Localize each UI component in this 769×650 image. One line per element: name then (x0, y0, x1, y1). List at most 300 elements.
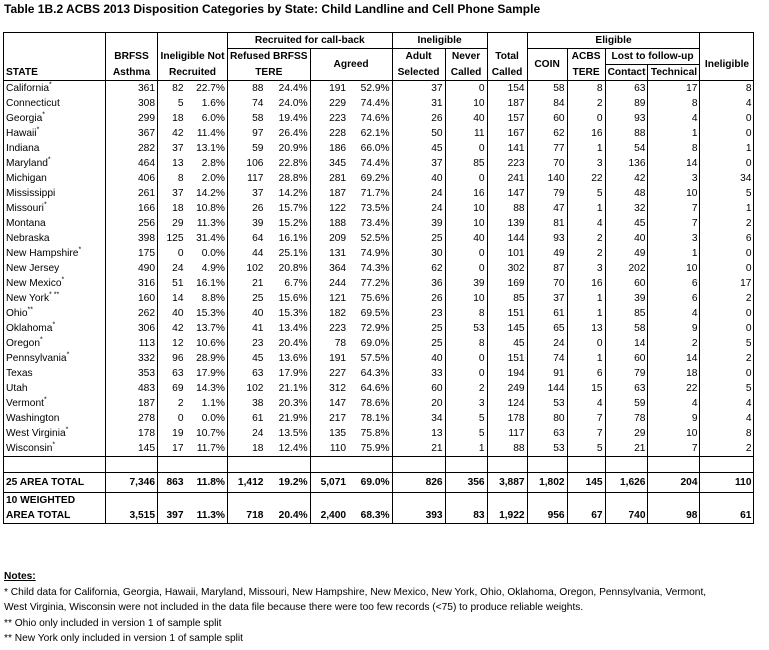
cell-ref: 74 (228, 96, 266, 111)
state-cell (4, 336, 106, 351)
cell-inel: 5 (700, 381, 754, 396)
header-row-3 (4, 65, 754, 81)
cell-coin: 87 (553, 263, 565, 274)
cell-ref: 61 (228, 411, 266, 426)
cell-innp: 6.0% (201, 113, 225, 124)
total-cell-inn: 397 (158, 493, 186, 524)
cell-ref: 23 (228, 336, 266, 351)
lost-group-header: Lost to follow-up (605, 49, 700, 65)
total-cell-refp: 19.2% (265, 473, 310, 493)
cell-total: 187 (487, 96, 527, 111)
cell-tech: 4 (648, 111, 700, 126)
cell-total: 141 (487, 141, 527, 156)
cell-adult: 33 (431, 368, 443, 379)
cell-agrp: 64.3% (348, 366, 392, 381)
cell-inel: 2 (700, 291, 754, 306)
cell-agrp: 64.6% (348, 381, 392, 396)
cell-tech: 14 (648, 156, 700, 171)
cell-inn: 125 (158, 231, 186, 246)
footnote-mark: * (52, 441, 56, 449)
cell-inel: 8 (700, 81, 754, 97)
cell-tech: 9 (648, 321, 700, 336)
cell-coin: 47 (553, 203, 565, 214)
cell-tech: 18 (648, 366, 700, 381)
tere-header: TERE (228, 65, 311, 81)
table-row (4, 156, 754, 171)
adult-header: Adult (405, 51, 432, 63)
state-cell (4, 321, 106, 336)
cell-refp: 17.9% (278, 368, 308, 379)
cell-never: 5 (445, 426, 487, 441)
cell-brfss: 178 (106, 426, 158, 441)
cell-inel: 0 (700, 366, 754, 381)
cell-acbs: 13 (567, 321, 605, 336)
cell-ref: 45 (228, 351, 266, 366)
cell-agr: 122 (310, 201, 348, 216)
cell-coin: 63 (553, 428, 565, 439)
state-cell (4, 306, 106, 321)
cell-agr: 182 (310, 306, 348, 321)
cell-brfss: 113 (106, 336, 158, 351)
total-cell-innp: 11.8% (186, 473, 228, 493)
cell-never: 0 (445, 171, 487, 186)
cell-tech: 10 (648, 186, 700, 201)
cell-adult: 26 (431, 113, 443, 124)
cell-inn: 17 (158, 441, 186, 457)
table-row (4, 81, 754, 97)
cell-agr: 244 (310, 276, 348, 291)
cell-refp: 21.9% (278, 413, 308, 424)
cell-brfss: 166 (106, 201, 158, 216)
cell-never: 40 (445, 111, 487, 126)
cell-innp: 13.1% (196, 143, 225, 154)
cell-total: 85 (487, 291, 527, 306)
cell-brfss: 464 (106, 156, 158, 171)
cell-contact: 63 (605, 81, 648, 97)
cell-never: 0 (445, 261, 487, 276)
cell-never: 1 (445, 441, 487, 457)
cell-tech: 1 (648, 246, 700, 261)
cell-ref: 21 (228, 276, 266, 291)
cell-ref: 37 (228, 186, 266, 201)
cell-agrp: 78.1% (348, 411, 392, 426)
cell-inel: 1 (700, 201, 754, 216)
cell-innp: 13.7% (196, 323, 225, 334)
total-cell-contact: 1,626 (605, 473, 648, 493)
table-row (4, 426, 754, 441)
cell-acbs: 16 (567, 276, 605, 291)
table-row (4, 441, 754, 457)
cell-innp: 31.4% (196, 233, 225, 244)
table-row (4, 246, 754, 261)
footnote-mark: * (47, 156, 51, 164)
cell-never: 10 (445, 291, 487, 306)
cell-ref: 26 (228, 201, 266, 216)
cell-adult: 50 (431, 128, 443, 139)
cell-tech: 10 (648, 426, 700, 441)
cell-contact: 89 (605, 96, 648, 111)
cell-agr: 191 (310, 81, 348, 97)
state-name: Oklahoma (6, 323, 53, 334)
cell-tech: 9 (648, 411, 700, 426)
cell-coin: 53 (527, 441, 567, 457)
cell-total: 154 (487, 81, 527, 97)
cell-adult: 40 (431, 173, 443, 184)
cell-agrp: 69.0% (348, 336, 392, 351)
cell-agrp: 72.9% (348, 321, 392, 336)
technical-header: Technical (648, 65, 700, 81)
total-label (4, 493, 106, 524)
state-cell (4, 81, 106, 97)
cell-brfss: 316 (106, 276, 158, 291)
footnote-mark: * (66, 351, 70, 359)
cell-brfss: 282 (106, 141, 158, 156)
state-cell (4, 156, 106, 171)
state-name: Missouri (6, 203, 44, 214)
cell-refp: 20.4% (278, 338, 308, 349)
state-name: Hawaii (6, 128, 37, 139)
cell-agrp: 69.2% (348, 171, 392, 186)
state-cell (4, 186, 106, 201)
cell-inn: 5 (158, 96, 186, 111)
state-name: New Mexico (6, 278, 62, 289)
cell-tech: 3 (648, 171, 700, 186)
state-cell (4, 366, 106, 381)
cell-contact: 60 (605, 351, 648, 366)
cell-contact: 202 (605, 261, 648, 276)
table-row (4, 231, 754, 246)
table-row (4, 216, 754, 231)
selected-header: Selected (392, 65, 445, 81)
cell-agrp: 57.5% (348, 351, 392, 366)
cell-coin: 79 (553, 188, 565, 199)
state-name: New Hampshire (6, 248, 79, 259)
cell-agr: 186 (310, 141, 348, 156)
cell-refp: 13.4% (278, 323, 308, 334)
cell-innp: 16.1% (196, 278, 225, 289)
cell-contact: 39 (605, 291, 648, 306)
cell-total: 157 (487, 111, 527, 126)
cell-coin: 81 (553, 218, 565, 229)
cell-refp: 20.8% (278, 263, 308, 274)
cell-never: 3 (445, 396, 487, 411)
cell-adult: 36 (431, 278, 443, 289)
cell-never: 0 (445, 81, 487, 97)
state-name: Georgia (6, 113, 43, 124)
total-label-line: AREA TOTAL (6, 510, 71, 521)
cell-never: 2 (445, 381, 487, 396)
cell-agrp: 74.9% (348, 246, 392, 261)
state-cell (4, 201, 106, 216)
cell-inn: 29 (158, 216, 186, 231)
refused-header: Refused BRFSS (228, 49, 311, 65)
table-row (4, 96, 754, 111)
note-line: ** New York only included in version 1 of sample split (4, 633, 243, 644)
cell-coin: 91 (553, 368, 565, 379)
table-row (4, 276, 754, 291)
recruited-sub-header: Recruited (158, 65, 228, 81)
cell-ref: 44 (228, 246, 266, 261)
cell-refp: 22.8% (278, 158, 308, 169)
cell-tech: 22 (648, 381, 700, 396)
state-name: Wisconsin (6, 443, 53, 454)
cell-contact: 88 (605, 126, 648, 141)
cell-inel: 2 (700, 216, 754, 231)
cell-acbs: 16 (567, 126, 605, 141)
state-name: West Virginia (6, 428, 66, 439)
total-cell-refp: 20.4% (265, 493, 310, 524)
cell-adult: 37 (431, 158, 443, 169)
cell-refp: 20.9% (278, 143, 308, 154)
cell-never: 11 (445, 126, 487, 141)
cell-tech: 14 (648, 351, 700, 366)
cell-acbs: 3 (567, 156, 605, 171)
cell-tech: 6 (648, 276, 700, 291)
state-cell (4, 126, 106, 141)
cell-acbs: 3 (567, 261, 605, 276)
cell-adult: 25 (431, 338, 443, 349)
cell-adult: 25 (431, 233, 443, 244)
cell-acbs: 0 (567, 336, 605, 351)
cell-inn: 37 (158, 141, 186, 156)
cell-brfss: 308 (106, 96, 158, 111)
cell-acbs: 7 (567, 426, 605, 441)
cell-contact: 40 (605, 231, 648, 246)
cell-refp: 19.4% (278, 113, 308, 124)
cell-brfss: 367 (106, 126, 158, 141)
cell-coin: 144 (547, 383, 565, 394)
cell-total: 88 (487, 201, 527, 216)
cell-inn: 12 (158, 336, 186, 351)
cell-coin: 84 (553, 98, 565, 109)
cell-inel: 2 (700, 441, 754, 457)
cell-agr: 281 (310, 171, 348, 186)
table-row (4, 381, 754, 396)
table-row (4, 261, 754, 276)
footnote-mark: * (65, 426, 69, 434)
cell-inn: 69 (158, 381, 186, 396)
cell-agr: 217 (310, 411, 348, 426)
cell-inn: 37 (158, 186, 186, 201)
cell-coin: 49 (553, 248, 565, 259)
cell-coin: 80 (553, 413, 565, 424)
footnote-mark: * (42, 111, 45, 119)
cell-total: 178 (487, 411, 527, 426)
cell-inel: 6 (700, 231, 754, 246)
cell-agr: 131 (310, 246, 348, 261)
cell-agrp: 52.5% (348, 231, 392, 246)
cell-ref: 18 (228, 441, 266, 457)
cell-innp: 28.9% (196, 353, 225, 364)
cell-agrp: 74.4% (348, 156, 392, 171)
cell-inel: 5 (700, 186, 754, 201)
called-header: Called (445, 65, 487, 81)
total-cell-tech: 204 (648, 473, 700, 493)
cell-inel: 1 (700, 141, 754, 156)
cell-agrp: 75.9% (348, 441, 392, 457)
state-name: Oregon (6, 338, 40, 349)
cell-innp: 2.0% (201, 173, 225, 184)
ineligible-group-header: Ineligible (392, 33, 487, 49)
cell-tech: 1 (648, 126, 700, 141)
cell-tech: 8 (648, 141, 700, 156)
cell-contact: 58 (605, 321, 648, 336)
cell-inel: 0 (700, 306, 754, 321)
cell-never: 16 (445, 186, 487, 201)
cell-acbs: 6 (567, 366, 605, 381)
coin-header: COIN (527, 57, 567, 73)
cell-inn: 42 (158, 126, 186, 141)
cell-innp: 11.4% (196, 128, 225, 139)
cell-never: 10 (445, 201, 487, 216)
cell-total: 147 (487, 186, 527, 201)
cell-brfss: 175 (106, 246, 158, 261)
cell-refp: 12.4% (265, 441, 310, 457)
state-cell (4, 411, 106, 426)
cell-refp: 15.2% (278, 218, 308, 229)
cell-coin: 70 (553, 278, 565, 289)
cell-agrp: 73.4% (348, 216, 392, 231)
cell-acbs: 5 (567, 441, 605, 457)
cell-contact: 21 (605, 441, 648, 457)
cell-refp: 20.3% (278, 398, 308, 409)
cell-contact: 48 (605, 186, 648, 201)
cell-brfss: 187 (106, 396, 158, 411)
footnote-mark: * (36, 126, 40, 134)
cell-agr: 110 (310, 441, 348, 457)
state-cell (4, 96, 106, 111)
cell-coin: 24 (553, 338, 565, 349)
cell-innp: 11.3% (196, 218, 225, 229)
cell-tech: 7 (648, 201, 700, 216)
cell-refp: 28.8% (278, 173, 308, 184)
state-cell (4, 231, 106, 246)
total-cell-innp: 11.3% (186, 493, 228, 524)
state-header: STATE (4, 65, 106, 81)
cell-inn: 96 (158, 351, 186, 366)
state-name: California (6, 83, 50, 94)
cell-inn: 40 (158, 306, 186, 321)
cell-brfss: 483 (106, 381, 158, 396)
state-cell (4, 396, 106, 411)
cell-acbs: 7 (567, 411, 605, 426)
cell-acbs: 1 (567, 306, 605, 321)
cell-never: 0 (445, 366, 487, 381)
cell-total: 223 (487, 156, 527, 171)
state-cell (4, 171, 106, 186)
cell-agrp: 69.5% (348, 306, 392, 321)
state-name: Ohio (6, 308, 28, 319)
total-row (4, 473, 754, 493)
cell-agr: 188 (310, 216, 348, 231)
cell-tech: 3 (648, 231, 700, 246)
cell-inel: 4 (700, 396, 754, 411)
cell-innp: 11.7% (186, 441, 228, 457)
cell-total: 101 (487, 246, 527, 261)
cell-total: 117 (487, 426, 527, 441)
table-row (4, 171, 754, 186)
cell-refp: 16.1% (278, 233, 308, 244)
cell-acbs: 22 (567, 171, 605, 186)
total-cell-acbs: 67 (567, 493, 605, 524)
state-cell (4, 381, 106, 396)
cell-agrp: 77.2% (348, 276, 392, 291)
cell-refp: 15.7% (278, 203, 308, 214)
cell-tech: 8 (648, 96, 700, 111)
cell-coin: 65 (553, 323, 565, 334)
cell-inel: 4 (700, 96, 754, 111)
cell-acbs: 2 (567, 96, 605, 111)
total-cell-total: 1,922 (487, 493, 527, 524)
cell-agrp: 74.4% (348, 96, 392, 111)
cell-inel: 4 (700, 411, 754, 426)
cell-inel: 17 (700, 276, 754, 291)
cell-contact: 79 (605, 366, 648, 381)
cell-innp: 1.6% (201, 98, 225, 109)
cell-innp: 2.8% (201, 158, 225, 169)
cell-tech: 4 (648, 396, 700, 411)
cell-agrp: 66.0% (348, 141, 392, 156)
table-title: Table 1B.2 ACBS 2013 Disposition Categories by State: Child Landline and Cell Phone Sample (4, 2, 541, 16)
cell-brfss: 332 (106, 351, 158, 366)
cell-total: 151 (487, 306, 527, 321)
table-row (4, 306, 754, 321)
cell-agrp: 74.3% (348, 261, 392, 276)
cell-tech: 7 (648, 441, 700, 457)
table-row (4, 201, 754, 216)
footnote-mark: ** (27, 306, 33, 314)
cell-contact: 60 (605, 276, 648, 291)
contact-header: Contact (605, 65, 648, 81)
never-header: Never (445, 49, 487, 65)
state-name: New York (6, 293, 50, 304)
footnote-mark: * (52, 321, 56, 329)
cell-inel: 8 (700, 426, 754, 441)
cell-innp: 4.9% (201, 263, 225, 274)
total-cell-acbs: 145 (567, 473, 605, 493)
cell-never: 10 (445, 216, 487, 231)
table-row (4, 336, 754, 351)
cell-brfss: 306 (106, 321, 158, 336)
cell-innp: 14.2% (196, 188, 225, 199)
cell-ref: 117 (228, 171, 266, 186)
cell-adult: 31 (431, 98, 443, 109)
cell-inn: 18 (158, 111, 186, 126)
cell-coin: 70 (553, 158, 565, 169)
footnote-mark: * (39, 336, 43, 344)
cell-tech: 6 (648, 291, 700, 306)
cell-inn: 14 (158, 291, 186, 306)
state-name: Indiana (6, 143, 40, 154)
footnote-mark: * (78, 246, 82, 254)
cell-inn: 42 (158, 321, 186, 336)
cell-contact: 42 (605, 171, 648, 186)
state-name: Washington (6, 413, 60, 424)
total-cell-agr: 5,071 (310, 473, 348, 493)
cell-inn: 2 (158, 396, 186, 411)
cell-innp: 10.6% (196, 338, 225, 349)
state-cell (4, 351, 106, 366)
cell-coin: 62 (553, 128, 565, 139)
cell-agr: 223 (310, 321, 348, 336)
cell-agr: 187 (310, 186, 348, 201)
cell-inn: 63 (158, 366, 186, 381)
cell-acbs: 1 (567, 351, 605, 366)
cell-agr: 135 (310, 426, 348, 441)
total-cell-adult: 393 (392, 493, 445, 524)
cell-tech: 7 (648, 216, 700, 231)
cell-ref: 88 (228, 81, 266, 97)
